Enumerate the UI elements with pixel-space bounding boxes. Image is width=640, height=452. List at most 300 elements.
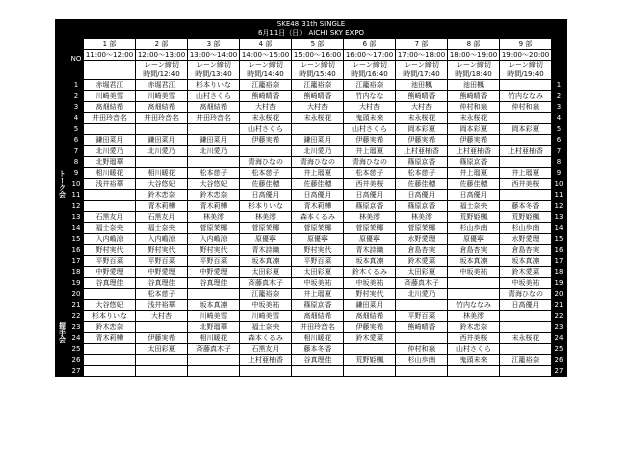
member-cell: 末永桜花	[500, 333, 552, 344]
table-row	[56, 311, 567, 322]
member-cell: 入内嶋涼	[136, 234, 188, 245]
member-cell: 山村さくら	[344, 124, 396, 135]
member-cell: 熊崎晴香	[292, 91, 344, 102]
member-cell: 菅原茉椰	[292, 223, 344, 234]
row-number-left: 20	[69, 289, 84, 300]
member-cell	[396, 300, 448, 311]
member-cell: 斉藤真木子	[240, 278, 292, 289]
member-cell: 山村さくら	[188, 91, 240, 102]
member-cell: 野村実代	[136, 245, 188, 256]
row-number-right: 16	[552, 245, 567, 256]
member-cell: 佐藤佳穂	[448, 179, 500, 190]
member-cell: 水野愛理	[396, 234, 448, 245]
member-cell: 松本慈子	[396, 168, 448, 179]
member-cell: 池田楓	[396, 80, 448, 91]
row-number-right: 8	[552, 157, 567, 168]
time-header: 19:00〜20:00	[500, 50, 552, 61]
schedule-sheet	[55, 19, 567, 377]
part-header: 4 部	[240, 39, 292, 50]
member-cell: 佐藤佳穂	[292, 179, 344, 190]
table-row	[56, 366, 567, 377]
member-cell: 上村亜柚香	[396, 146, 448, 157]
member-cell: 竹内なな	[344, 91, 396, 102]
member-cell: 北川愛乃	[188, 146, 240, 157]
member-cell: 原優寧	[240, 234, 292, 245]
member-cell	[188, 355, 240, 366]
member-cell: 谷真理佳	[292, 355, 344, 366]
row-number-left: 2	[69, 91, 84, 102]
member-cell: 福士奈央	[448, 201, 500, 212]
member-cell: 青木莉樺	[84, 333, 136, 344]
member-cell: 菅原茉椰	[396, 223, 448, 234]
member-cell: 篠原京香	[292, 300, 344, 311]
member-cell: 坂本真凛	[500, 256, 552, 267]
member-cell: 赤堀君江	[84, 80, 136, 91]
member-cell: 大谷悠妃	[136, 179, 188, 190]
row-number-right: 23	[552, 322, 567, 333]
row-number-left: 14	[69, 223, 84, 234]
member-cell: 中坂美祐	[344, 278, 396, 289]
member-cell: 平野百菜	[136, 256, 188, 267]
member-cell: 浅井裕華	[84, 179, 136, 190]
member-cell: 髙畑結希	[136, 102, 188, 113]
member-cell: 倉島杏実	[500, 245, 552, 256]
row-number-right: 25	[552, 344, 567, 355]
row-number-left: 15	[69, 234, 84, 245]
row-number-left: 27	[69, 366, 84, 377]
member-cell: 鎌田菜月	[188, 135, 240, 146]
member-cell: 鈴木恋奈	[84, 322, 136, 333]
member-cell: 上村亜柚香	[240, 355, 292, 366]
table-row	[56, 300, 567, 311]
row-number-right: 3	[552, 102, 567, 113]
member-cell	[136, 355, 188, 366]
member-cell: 佐藤佳穂	[396, 179, 448, 190]
member-cell: 太田彩夏	[292, 267, 344, 278]
row-number-left: 8	[69, 157, 84, 168]
deadline-header: レーン締切 時間/12:40	[136, 61, 188, 80]
member-cell: 井上瑠夏	[448, 168, 500, 179]
member-cell: 大村杏	[292, 102, 344, 113]
member-cell: 北野瑠華	[84, 157, 136, 168]
part-header: 8 部	[448, 39, 500, 50]
member-cell: 杉山歩南	[448, 223, 500, 234]
member-cell: 江籠裕奈	[240, 80, 292, 91]
time-header: 18:00〜19:00	[448, 50, 500, 61]
member-cell	[188, 157, 240, 168]
member-cell: 坂本真凛	[188, 300, 240, 311]
member-cell: 青木詩織	[240, 245, 292, 256]
table-row	[56, 344, 567, 355]
member-cell: 上村亜柚香	[500, 146, 552, 157]
member-cell: 川崎美雪	[240, 311, 292, 322]
member-cell: 西井美桜	[500, 179, 552, 190]
member-cell: 鎌田菜月	[136, 135, 188, 146]
member-cell: 竹内ななみ	[500, 91, 552, 102]
member-cell: 上村亜柚香	[448, 146, 500, 157]
member-cell	[84, 190, 136, 201]
member-cell: 浅井裕華	[136, 300, 188, 311]
member-cell: 平野百菜	[292, 256, 344, 267]
member-cell: 鈴木愛菜	[500, 267, 552, 278]
part-header: 9 部	[500, 39, 552, 50]
member-cell: 北川愛乃	[396, 289, 448, 300]
event-title: SKE48 31th SINGLE	[276, 20, 346, 28]
member-cell	[84, 366, 136, 377]
row-number-right: 2	[552, 91, 567, 102]
row-number-left: 25	[69, 344, 84, 355]
member-cell: 井上瑠夏	[500, 168, 552, 179]
member-cell: 川崎美雪	[188, 311, 240, 322]
part-header: 7 部	[396, 39, 448, 50]
member-cell	[188, 289, 240, 300]
member-cell: 福士奈央	[84, 223, 136, 234]
table-row	[56, 234, 567, 245]
member-cell: 平野百菜	[84, 256, 136, 267]
member-cell: 仲村和泉	[500, 102, 552, 113]
member-cell: 野村実代	[84, 245, 136, 256]
table-row	[56, 245, 567, 256]
member-cell: 川崎美雪	[84, 91, 136, 102]
member-cell: 菅原茉椰	[188, 223, 240, 234]
member-cell	[188, 124, 240, 135]
member-cell: 斉藤真木子	[396, 278, 448, 289]
member-cell: 髙畑結希	[292, 311, 344, 322]
member-cell: 青海ひなの	[344, 157, 396, 168]
member-cell: 鈴木恋奈	[188, 190, 240, 201]
row-number-left: 13	[69, 212, 84, 223]
row-number-left: 24	[69, 333, 84, 344]
member-cell: 野村実代	[344, 289, 396, 300]
member-cell: 北川愛乃	[84, 146, 136, 157]
member-cell: 中坂美祐	[292, 278, 344, 289]
event-banner	[56, 20, 567, 39]
member-cell: 鎌田菜月	[84, 135, 136, 146]
member-cell: 藤本冬香	[500, 201, 552, 212]
member-cell: 鬼頭未来	[344, 113, 396, 124]
member-cell	[84, 201, 136, 212]
row-number-left: 12	[69, 201, 84, 212]
row-number-right: 26	[552, 355, 567, 366]
banner-row	[56, 20, 567, 39]
member-cell	[240, 146, 292, 157]
member-cell: 杉本りいな	[240, 201, 292, 212]
member-cell	[396, 333, 448, 344]
member-cell: 松本慈子	[344, 168, 396, 179]
member-cell: 青海ひなの	[240, 157, 292, 168]
member-cell: 岡本彩夏	[500, 124, 552, 135]
part-header-row	[56, 39, 567, 50]
member-cell: 中野愛理	[136, 267, 188, 278]
member-cell: 仲村和泉	[396, 344, 448, 355]
table-row	[56, 179, 567, 190]
member-cell: 大村杏	[344, 102, 396, 113]
member-cell: 篠原京香	[396, 157, 448, 168]
member-cell: 日高優月	[500, 300, 552, 311]
table-row	[56, 146, 567, 157]
member-cell: 荒野姫楓	[500, 212, 552, 223]
table-row	[56, 113, 567, 124]
member-cell	[188, 366, 240, 377]
member-cell: 井上瑠夏	[292, 168, 344, 179]
row-number-right: 1	[552, 80, 567, 91]
member-cell: 岡本彩夏	[448, 124, 500, 135]
member-cell: 藤本冬香	[292, 344, 344, 355]
member-cell: 江籠裕奈	[240, 289, 292, 300]
member-cell: 井上瑠夏	[344, 146, 396, 157]
member-cell: 坂本真凛	[240, 256, 292, 267]
member-cell: 相川暖花	[292, 333, 344, 344]
member-cell: 谷真理佳	[84, 278, 136, 289]
member-cell: 岡本彩夏	[396, 124, 448, 135]
member-cell: 松本慈子	[240, 168, 292, 179]
member-cell: 杉本りいな	[188, 80, 240, 91]
member-cell	[136, 157, 188, 168]
table-row	[56, 289, 567, 300]
time-header: 14:00〜15:00	[240, 50, 292, 61]
member-cell	[84, 344, 136, 355]
member-cell: 中野愛理	[84, 267, 136, 278]
event-subtitle: 6月11日（日） AICHI SKY EXPO	[257, 29, 365, 37]
table-row	[56, 135, 567, 146]
member-cell: 北野瑠華	[188, 322, 240, 333]
member-cell	[500, 322, 552, 333]
member-cell: 熊崎晴香	[240, 91, 292, 102]
part-header: 1 部	[84, 39, 136, 50]
member-cell: 入内嶋涼	[188, 234, 240, 245]
member-cell	[500, 344, 552, 355]
member-cell	[136, 322, 188, 333]
member-cell: 荒野姫楓	[448, 212, 500, 223]
member-cell: 髙畑結希	[84, 102, 136, 113]
time-header-row	[56, 50, 567, 61]
member-cell	[344, 366, 396, 377]
deadline-header: レーン締切 時間/16:40	[344, 61, 396, 80]
member-cell: 入内嶋涼	[84, 234, 136, 245]
member-cell: 日高優月	[396, 190, 448, 201]
member-cell: 江籠裕奈	[500, 355, 552, 366]
deadline-header: レーン締切 時間/14:40	[240, 61, 292, 80]
row-number-right: 15	[552, 234, 567, 245]
member-cell	[84, 289, 136, 300]
member-cell: 谷真理佳	[136, 278, 188, 289]
member-cell	[500, 157, 552, 168]
member-cell: 末永桜花	[240, 113, 292, 124]
row-number-right: 6	[552, 135, 567, 146]
member-cell: 青海ひなの	[500, 289, 552, 300]
member-cell: 佐藤佳穂	[240, 179, 292, 190]
member-cell: 相川暖花	[188, 333, 240, 344]
member-cell: 青木莉樺	[188, 201, 240, 212]
member-cell: 原優寧	[344, 234, 396, 245]
member-cell: 西井美桜	[448, 333, 500, 344]
member-cell: 水野愛理	[500, 234, 552, 245]
member-cell: 青木莉樺	[136, 201, 188, 212]
member-cell: 坂本真凛	[344, 256, 396, 267]
member-cell: 倉島杏実	[396, 245, 448, 256]
member-cell	[292, 124, 344, 135]
member-cell: 福士奈央	[240, 322, 292, 333]
member-cell: 福士奈央	[136, 223, 188, 234]
member-cell: 池田楓	[448, 80, 500, 91]
member-cell: 野村実代	[292, 245, 344, 256]
table-row	[56, 256, 567, 267]
member-cell: 篠原京香	[396, 201, 448, 212]
member-cell: 鈴木恋奈	[448, 322, 500, 333]
section-label: 握手会	[56, 289, 69, 377]
row-number-right: 4	[552, 113, 567, 124]
member-cell: 中坂美祐	[500, 278, 552, 289]
deadline-header: レーン締切 時間/19:40	[500, 61, 552, 80]
deadline-header: レーン締切 時間/13:40	[188, 61, 240, 80]
member-cell: 鈴木愛菜	[396, 256, 448, 267]
member-cell: 篠原京香	[448, 157, 500, 168]
row-number-left: 19	[69, 278, 84, 289]
time-header: 17:00〜18:00	[396, 50, 448, 61]
member-cell	[292, 366, 344, 377]
member-cell: 井田玲音名	[136, 113, 188, 124]
member-cell: 林美澪	[344, 212, 396, 223]
row-number-right: 10	[552, 179, 567, 190]
member-cell: 鬼頭未来	[448, 355, 500, 366]
table-row	[56, 168, 567, 179]
member-cell: 森本くるみ	[240, 333, 292, 344]
member-cell: 赤堀君江	[136, 80, 188, 91]
row-number-right: 18	[552, 267, 567, 278]
member-cell: 林美澪	[240, 212, 292, 223]
member-cell: 伊藤実希	[344, 322, 396, 333]
member-cell: 石黒友月	[136, 212, 188, 223]
member-cell: 青木莉樺	[292, 201, 344, 212]
member-cell	[136, 366, 188, 377]
member-cell: 大村杏	[136, 311, 188, 322]
row-number-left: 4	[69, 113, 84, 124]
member-cell: 江籠裕奈	[344, 80, 396, 91]
table-row	[56, 80, 567, 91]
row-number-left: 1	[69, 80, 84, 91]
member-cell: 伊藤実希	[344, 135, 396, 146]
member-cell: 山村さくら	[240, 124, 292, 135]
member-cell	[500, 311, 552, 322]
member-cell: 杉山歩南	[500, 223, 552, 234]
member-cell	[448, 366, 500, 377]
member-cell: 松本慈子	[136, 289, 188, 300]
member-cell: 伊藤実希	[240, 135, 292, 146]
member-cell: 井上瑠夏	[292, 289, 344, 300]
member-cell: 伊藤実希	[396, 135, 448, 146]
table-row	[56, 223, 567, 234]
member-cell: 井田玲音名	[84, 113, 136, 124]
member-cell: 杉山歩南	[396, 355, 448, 366]
row-number-left: 21	[69, 300, 84, 311]
member-cell	[448, 278, 500, 289]
member-cell	[84, 355, 136, 366]
member-cell: 川崎美雪	[136, 91, 188, 102]
member-cell: 斉藤真木子	[188, 344, 240, 355]
table-row	[56, 102, 567, 113]
part-header: 3 部	[188, 39, 240, 50]
member-cell: 大谷悠妃	[188, 179, 240, 190]
member-cell: 林美澪	[188, 212, 240, 223]
row-number-right: 13	[552, 212, 567, 223]
deadline-header: レーン締切 時間/15:40	[292, 61, 344, 80]
member-cell: 大村杏	[396, 102, 448, 113]
member-cell	[448, 289, 500, 300]
row-number-left: 9	[69, 168, 84, 179]
member-cell: 原優寧	[292, 234, 344, 245]
member-cell: 谷真理佳	[188, 278, 240, 289]
member-cell	[84, 124, 136, 135]
schedule-table	[55, 19, 567, 377]
member-cell: 相川暖花	[136, 168, 188, 179]
row-number-right: 17	[552, 256, 567, 267]
table-row	[56, 157, 567, 168]
table-row	[56, 267, 567, 278]
row-number-right: 24	[552, 333, 567, 344]
row-number-left: 6	[69, 135, 84, 146]
row-number-right: 12	[552, 201, 567, 212]
member-cell: 大谷悠妃	[84, 300, 136, 311]
table-row	[56, 201, 567, 212]
member-cell: 髙畑結希	[344, 311, 396, 322]
member-cell	[396, 366, 448, 377]
row-number-left: 7	[69, 146, 84, 157]
table-row	[56, 91, 567, 102]
no-label: NO	[69, 39, 84, 80]
time-header: 13:00〜14:00	[188, 50, 240, 61]
row-number-right: 21	[552, 300, 567, 311]
member-cell: 中坂美祐	[240, 300, 292, 311]
member-cell: 山村さくら	[448, 344, 500, 355]
member-cell: 日高優月	[448, 190, 500, 201]
member-cell: 石黒友月	[240, 344, 292, 355]
table-row	[56, 190, 567, 201]
member-cell: 伊藤実希	[448, 135, 500, 146]
row-number-left: 23	[69, 322, 84, 333]
row-number-right: 27	[552, 366, 567, 377]
deadline-header	[84, 61, 136, 80]
member-cell: 野村実代	[188, 245, 240, 256]
member-cell: 熊崎晴香	[396, 91, 448, 102]
table-row	[56, 333, 567, 344]
time-header: 12:00〜13:00	[136, 50, 188, 61]
deadline-header: レーン締切 時間/17:40	[396, 61, 448, 80]
table-row	[56, 124, 567, 135]
member-cell: 青海ひなの	[292, 157, 344, 168]
member-cell	[500, 113, 552, 124]
member-cell: 鈴木恋奈	[136, 190, 188, 201]
member-cell: 森本くるみ	[292, 212, 344, 223]
row-number-left: 10	[69, 179, 84, 190]
member-cell: 菅原茉椰	[344, 223, 396, 234]
member-cell: 荒野姫楓	[344, 355, 396, 366]
member-cell: 伊藤実希	[136, 333, 188, 344]
member-cell: 髙畑結希	[188, 102, 240, 113]
member-cell: 鎌田菜月	[292, 135, 344, 146]
member-cell: 日高優月	[292, 190, 344, 201]
table-row	[56, 322, 567, 333]
deadline-header-row	[56, 61, 567, 80]
member-cell: 北川愛乃	[292, 146, 344, 157]
member-cell: 林美澪	[396, 212, 448, 223]
member-cell: 鎌田菜月	[344, 300, 396, 311]
corner-left	[56, 39, 69, 80]
member-cell: 松本慈子	[188, 168, 240, 179]
row-number-right: 7	[552, 146, 567, 157]
member-cell: 日高優月	[240, 190, 292, 201]
row-number-right: 5	[552, 124, 567, 135]
row-number-right: 11	[552, 190, 567, 201]
